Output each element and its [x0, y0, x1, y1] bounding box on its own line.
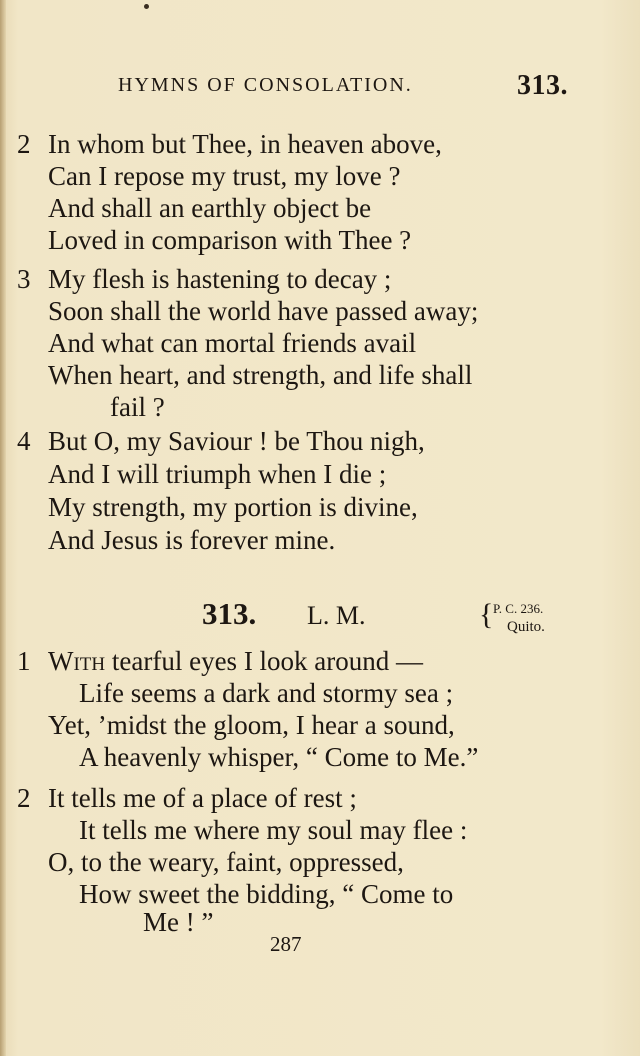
verse-line: When heart, and strength, and life shall [48, 360, 473, 390]
verse-line: My flesh is hastening to decay ; [48, 264, 392, 294]
verse-line [48, 645, 423, 678]
running-head-hymn-number: 313. [517, 70, 568, 101]
verse-line: Loved in comparison with Thee ? [48, 225, 412, 255]
verse-line: And shall an earthly object be [48, 193, 372, 223]
verse-line: And I will triumph when I die ; [48, 459, 387, 489]
verse-line-indented: A heavenly whisper, “ Come to Me.” [79, 742, 479, 772]
page-spine-shadow [0, 0, 6, 1056]
verse-line: And Jesus is forever mine. [48, 525, 336, 555]
verse-line-runover: fail ? [110, 392, 165, 422]
verse-line-indented: Life seems a dark and stormy sea ; [79, 678, 454, 708]
stanza-number: 1 [17, 646, 31, 676]
verse-line: It tells me of a place of rest ; [48, 783, 357, 813]
verse-line-rest: tearful eyes I look around — [105, 646, 424, 676]
stanza-number: 2 [17, 129, 31, 159]
stanza-number: 2 [17, 783, 31, 813]
first-word-small-caps: With [48, 646, 106, 676]
tune-reference: P. C. 236. [493, 601, 544, 616]
verse-line: O, to the weary, faint, oppressed, [48, 847, 404, 877]
verse-line: But O, my Saviour ! be Thou nigh, [48, 426, 425, 456]
stanza-number: 4 [17, 426, 31, 456]
verse-line: And what can mortal friends avail [48, 328, 417, 358]
verse-line: My strength, my portion is divine, [48, 492, 418, 522]
verse-line-runover: Me ! ” [143, 907, 214, 937]
stanza-number: 3 [17, 264, 31, 294]
hymn-meter: L. M. [307, 601, 366, 630]
verse-line: In whom but Thee, in heaven above, [48, 129, 442, 159]
hymn-number-heading: 313. [202, 596, 257, 631]
verse-line-indented: It tells me where my soul may flee : [79, 815, 468, 845]
tune-name: Quito. [507, 619, 545, 635]
verse-line: Yet, ’midst the gloom, I hear a sound, [48, 710, 455, 740]
page-folio: 287 [270, 932, 302, 956]
verse-line-indented: How sweet the bidding, “ Come to [79, 879, 454, 909]
verse-line: Soon shall the world have passed away; [48, 296, 479, 326]
verse-line: Can I repose my trust, my love ? [48, 161, 401, 191]
ink-speck [144, 4, 149, 9]
running-head-title: HYMNS OF CONSOLATION. [118, 74, 413, 96]
tune-brace-glyph: { [479, 598, 494, 631]
